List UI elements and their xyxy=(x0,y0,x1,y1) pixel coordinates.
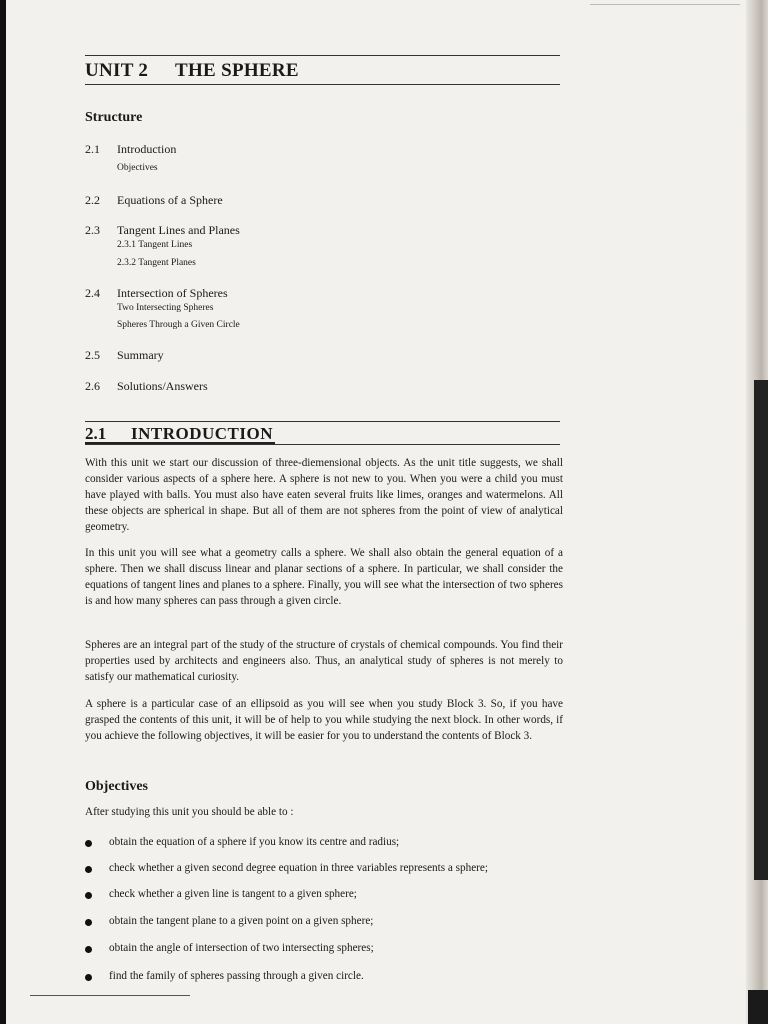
unit-header xyxy=(85,55,560,85)
bullet-icon xyxy=(85,892,92,899)
scan-right-strip xyxy=(754,380,768,880)
toc-subitem: Objectives xyxy=(117,163,158,173)
unit-title: THE SPHERE xyxy=(175,60,299,81)
scan-top-rule xyxy=(590,4,740,5)
paragraph: Spheres are an integral part of the study of the structure of crystals of chemical compounds. You find their properties used by architects and engineers also. Thus, an analytical study of spheres is not merely to satisfy our mathematical curiosity. xyxy=(85,639,563,683)
scan-left-edge xyxy=(0,0,6,1024)
bottom-rule xyxy=(30,995,190,996)
objective-text: check whether a given second degree equation in three variables represents a sphere; xyxy=(109,862,488,874)
unit-number: UNIT 2 xyxy=(85,60,149,81)
toc-subitem: 2.3.2 Tangent Planes xyxy=(117,258,196,268)
section-underline xyxy=(85,442,275,444)
toc-number: 2.3 xyxy=(85,223,100,237)
objective-text: find the family of spheres passing through a given circle. xyxy=(109,970,364,982)
objective-text: obtain the angle of intersection of two intersecting spheres; xyxy=(109,942,374,954)
structure-heading: Structure xyxy=(85,110,143,125)
objectives-intro: After studying this unit you should be able to : xyxy=(85,806,294,818)
objective-text: check whether a given line is tangent to a given sphere; xyxy=(109,888,357,900)
toc-number: 2.1 xyxy=(85,142,100,156)
section-number: 2.1 xyxy=(85,424,107,443)
bullet-icon xyxy=(85,946,92,953)
objectives-heading: Objectives xyxy=(85,779,148,794)
scan-right-corner xyxy=(748,990,768,1024)
bullet-icon xyxy=(85,919,92,926)
objective-text: obtain the equation of a sphere if you know its centre and radius; xyxy=(109,836,400,848)
toc-number: 2.5 xyxy=(85,348,100,362)
toc-subitem: 2.3.1 Tangent Lines xyxy=(117,240,193,250)
toc-number: 2.4 xyxy=(85,286,100,300)
toc-label: Equations of a Sphere xyxy=(117,193,223,207)
toc-number: 2.6 xyxy=(85,379,100,393)
toc-subitem: Spheres Through a Given Circle xyxy=(117,320,240,330)
bullet-icon xyxy=(85,974,92,981)
paragraph: A sphere is a particular case of an ellipsoid as you will see when you study Block 3. So, if you have grasped the contents of this unit, it will be of help to you while studying the next block. In other words, if you achieve the following objectives, it will be easier for you to understand the contents of Block 3. xyxy=(85,698,563,742)
section-header xyxy=(85,421,560,445)
objective-text: obtain the tangent plane to a given point on a given sphere; xyxy=(109,915,374,927)
toc-subitem: Two Intersecting Spheres xyxy=(117,303,214,313)
bullet-icon xyxy=(85,840,92,847)
section-title: INTRODUCTION xyxy=(131,424,274,443)
paragraph: With this unit we start our discussion of three-diemensional objects. As the unit title suggests, we shall consider various aspects of a sphere here. A sphere is not new to you. When you were a child you must have played with balls. You must also have eaten several fruits like limes, oranges and watermelons. All these objects are spherical in shape. But all of them are not spheres from the point of view of analytical geometry. xyxy=(85,457,563,533)
toc-label: Summary xyxy=(117,348,164,362)
toc-number: 2.2 xyxy=(85,193,100,207)
toc-label: Solutions/Answers xyxy=(117,379,208,393)
toc-label: Tangent Lines and Planes xyxy=(117,223,240,237)
paragraph: In this unit you will see what a geometry calls a sphere. We shall also obtain the general equation of a sphere. Then we shall discuss linear and planar sections of a sphere. In particular, we shall consider the equations of tangent lines and planes to a sphere. Finally, you will see what the intersection of two spheres is and how many spheres can pass through a given circle. xyxy=(85,547,563,607)
toc-label: Intersection of Spheres xyxy=(117,286,228,300)
bullet-icon xyxy=(85,866,92,873)
toc-label: Introduction xyxy=(117,142,177,156)
